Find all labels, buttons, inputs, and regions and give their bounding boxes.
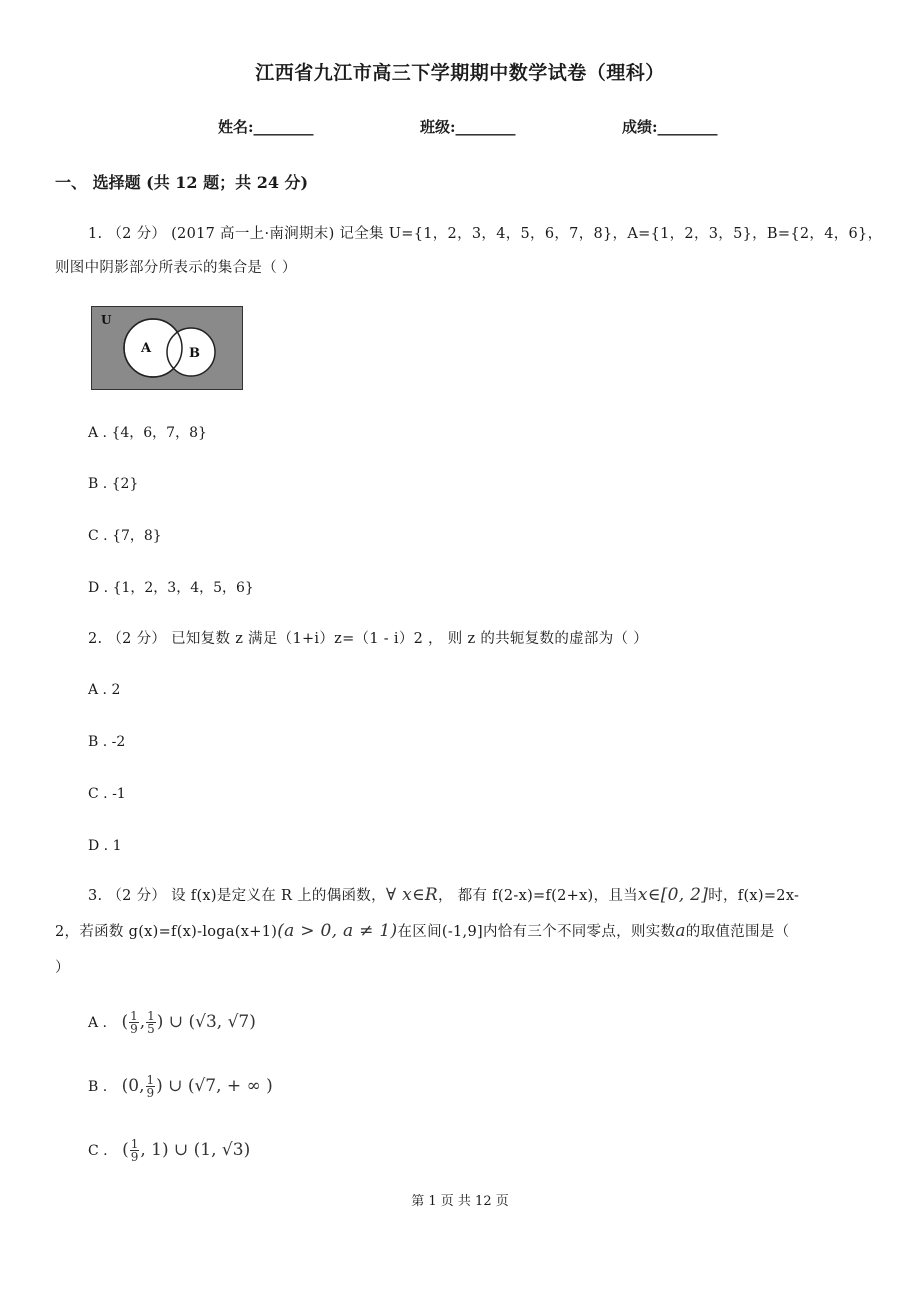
q1-option-a: A . {4，6，7，8} [88, 425, 207, 441]
q2-option-b: B . -2 [88, 734, 126, 750]
q2-option-c: C . -1 [88, 786, 126, 802]
page-title: 江西省九江市高三下学期期中数学试卷（理科） [255, 62, 665, 84]
interval-expression: x∈[0, 2] [637, 885, 709, 905]
venn-label-u: U [101, 313, 112, 327]
q3-text-line2: 2，若函数 g(x)=f(x)-loga(x+1)(a > 0, a ≠ 1)在区间(-1,9]内恰有三个不同零点，则实数a的取值范围是（ [55, 921, 790, 941]
q3-option-b: B . (0, $\frac{1}{9}$ ) ∪ (√7, + ∞ ) [88, 1073, 273, 1100]
score-field: 成绩:________ [622, 118, 718, 136]
q3-text-line1: 3. （2 分） 设 f(x)是定义在 R 上的偶函数，∀ x∈R， 都有 f(2-x)=f(2+x)，且当x∈[0, 2]时，f(x)=2x- [88, 885, 800, 905]
q3-text-line3: ） [55, 960, 70, 976]
variable-a: a [675, 921, 686, 941]
q3-option-a: A . ( $\frac{1}{9}$ , $\frac{1}{5}$ ) ∪ (√3, √7) [88, 1009, 256, 1036]
venn-diagram [91, 306, 243, 392]
condition-expression: (a > 0, a ≠ 1) [277, 921, 398, 941]
q2-option-a: A . 2 [88, 682, 121, 698]
q1-option-b: B . {2} [88, 476, 139, 492]
class-field: 班级:________ [420, 118, 516, 136]
q2-option-d: D . 1 [88, 838, 122, 854]
venn-label-a: A [141, 341, 152, 356]
q2-text: 2. （2 分） 已知复数 z 满足（1+i）z=（1 - i）2 ， 则 z 的共轭复数的虚部为（ ） [88, 631, 649, 647]
q3-option-c: C . ( $\frac{1}{9}$ , 1) ∪ (1, √3) [88, 1137, 251, 1164]
q1-option-c: C . {7，8} [88, 528, 162, 544]
page-footer: 第 1 页 共 12 页 [411, 1194, 509, 1209]
q1-text-line1: 1. （2 分） (2017 高一上·南涧期末) 记全集 U={1，2，3，4，5，6，7，8}，A={1，2，3，5}，B={2，4，6}， [88, 226, 883, 242]
q1-text-line2: 则图中阴影部分所表示的集合是（ ） [55, 260, 297, 276]
forall-expression: ∀ x∈R [385, 885, 439, 905]
name-field: 姓名:________ [218, 118, 314, 136]
q1-option-d: D . {1，2，3，4，5，6} [88, 580, 254, 596]
venn-label-b: B [189, 346, 200, 361]
section-heading: 一、 选择题 (共 12 题；共 24 分) [55, 173, 309, 192]
